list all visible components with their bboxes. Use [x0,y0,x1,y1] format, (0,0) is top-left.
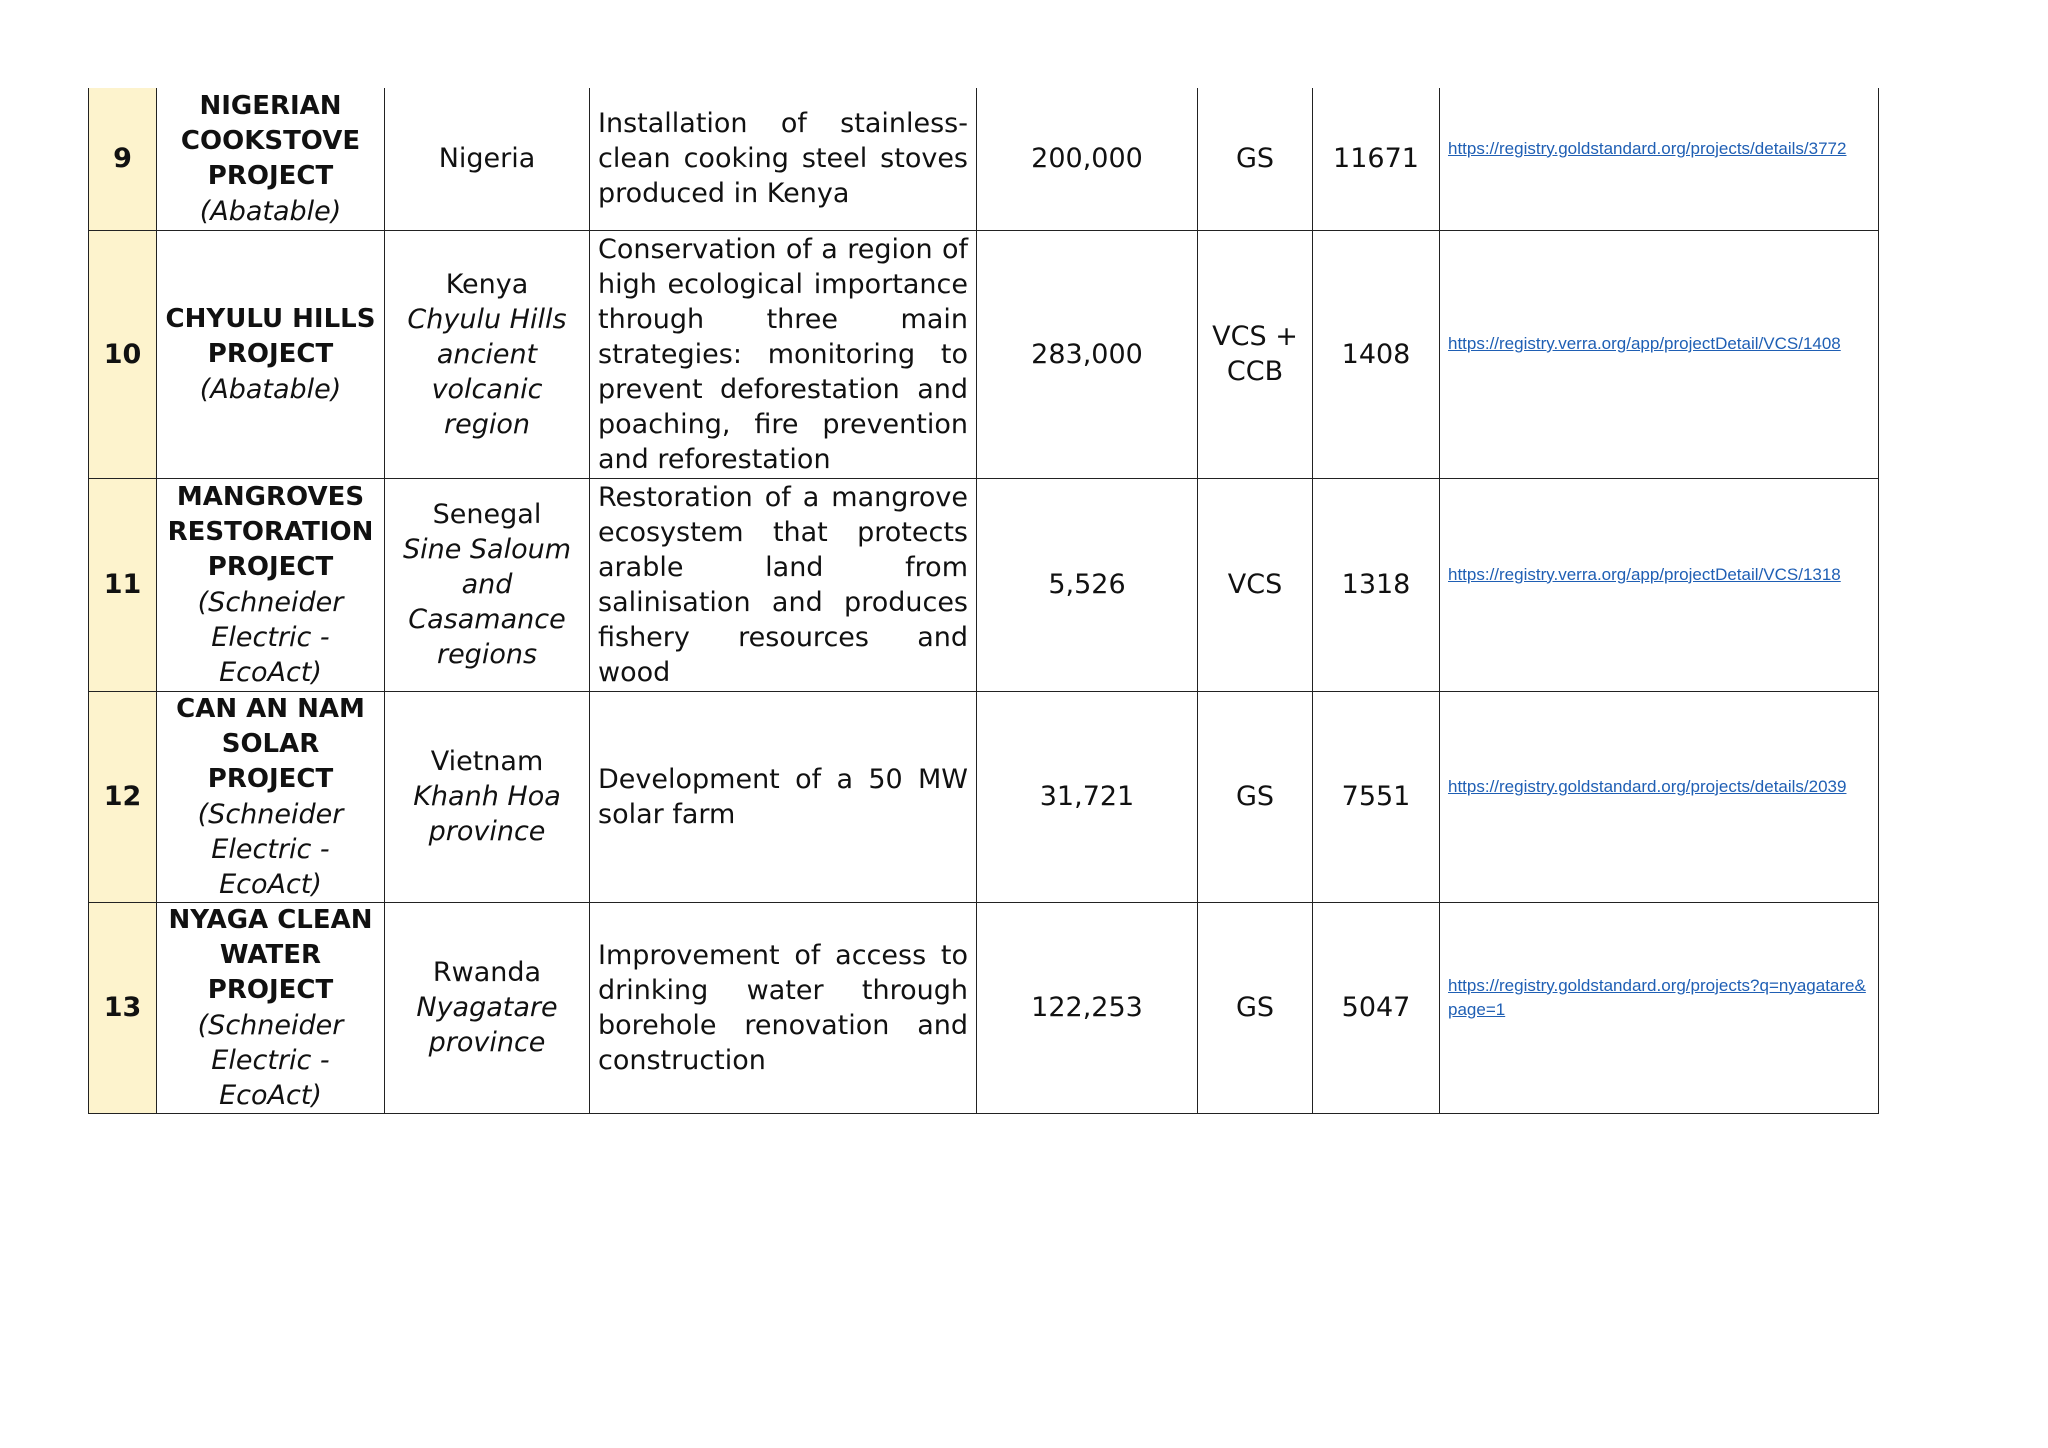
carbon-projects-table [88,88,1879,1114]
registry-link-cell [1440,88,1879,230]
project-country: Kenya [445,268,529,300]
project-description: Installation of stainless- clean cooking steel stoves produced in Kenya [590,88,977,230]
project-id: 11671 [1313,88,1440,230]
project-region: Khanh Hoa province [413,781,561,847]
project-name-cell [157,478,385,691]
location-cell [385,478,590,691]
project-standard: VCS [1198,478,1313,691]
project-partner: (Schneider Electric - EcoAct) [197,1009,344,1111]
table-row [89,230,1879,478]
registry-link-cell [1440,691,1879,902]
project-partner: (Schneider Electric - EcoAct) [197,798,344,900]
location-cell [385,230,590,478]
project-name-cell [157,902,385,1113]
registry-link[interactable]: https://registry.verra.org/app/projectDetail/VCS/1318 [1448,564,1841,584]
registry-link-cell [1440,230,1879,478]
project-country: Rwanda [432,957,542,988]
project-name-cell [157,691,385,902]
row-number: 13 [89,902,157,1113]
project-name: NYAGA CLEAN WATER PROJECT [168,904,373,1005]
project-standard: GS [1198,88,1313,230]
row-number: 10 [89,230,157,478]
location-cell [385,691,590,902]
project-name-cell [157,230,385,478]
project-id: 7551 [1313,691,1440,902]
project-standard: GS [1198,902,1313,1113]
project-credits: 283,000 [977,230,1198,478]
project-partner: (Abatable) [199,373,342,405]
project-credits: 200,000 [977,88,1198,230]
project-id: 1318 [1313,478,1440,691]
project-credits: 31,721 [977,691,1198,902]
row-number: 9 [89,88,157,230]
project-standard: GS [1198,691,1313,902]
registry-link-cell [1440,478,1879,691]
table-row [89,691,1879,902]
project-partner: (Abatable) [199,195,342,227]
row-number: 12 [89,691,157,902]
project-id: 1408 [1313,230,1440,478]
location-cell [385,88,590,230]
project-description: Development of a 50 MW solar farm [590,691,977,902]
project-name: CAN AN NAM SOLAR PROJECT [176,693,365,794]
table-row [89,478,1879,691]
project-region: Nyagatare province [416,992,558,1058]
registry-link[interactable]: https://registry.goldstandard.org/projects?q=nyagatare&page=1 [1448,975,1866,1019]
project-region: Sine Saloum and Casamance regions [402,534,572,670]
location-cell [385,902,590,1113]
project-country: Senegal [432,499,542,530]
project-region: Chyulu Hills ancient volcanic region [407,303,567,440]
project-description: Restoration of a mangrove ecosystem that protects arable land from salinisation and produces fishery resources and wood [590,478,977,691]
project-country: Vietnam [430,746,544,777]
project-id: 5047 [1313,902,1440,1113]
registry-link[interactable]: https://registry.goldstandard.org/projects/details/3772 [1448,138,1847,158]
project-name: CHYULU HILLS PROJECT [165,303,376,369]
project-country: Nigeria [438,143,536,175]
registry-link-cell [1440,902,1879,1113]
project-standard: VCS + CCB [1198,230,1313,478]
project-partner: (Schneider Electric - EcoAct) [197,586,344,688]
row-number: 11 [89,478,157,691]
registry-link[interactable]: https://registry.verra.org/app/projectDetail/VCS/1408 [1448,334,1841,353]
registry-link[interactable]: https://registry.goldstandard.org/projects/details/2039 [1448,776,1847,796]
project-name: MANGROVES RESTORATION PROJECT [167,481,374,582]
project-name: NIGERIAN COOKSTOVE PROJECT [180,90,361,191]
table-row [89,88,1879,230]
project-description: Improvement of access to drinking water through borehole renovation and construction [590,902,977,1113]
table-row [89,902,1879,1113]
project-name-cell [157,88,385,230]
project-credits: 5,526 [977,478,1198,691]
project-description: Conservation of a region of high ecological importance through three main strategies: monitoring to prevent deforestation and poaching, fire prevention and reforestation [590,230,977,478]
project-credits: 122,253 [977,902,1198,1113]
